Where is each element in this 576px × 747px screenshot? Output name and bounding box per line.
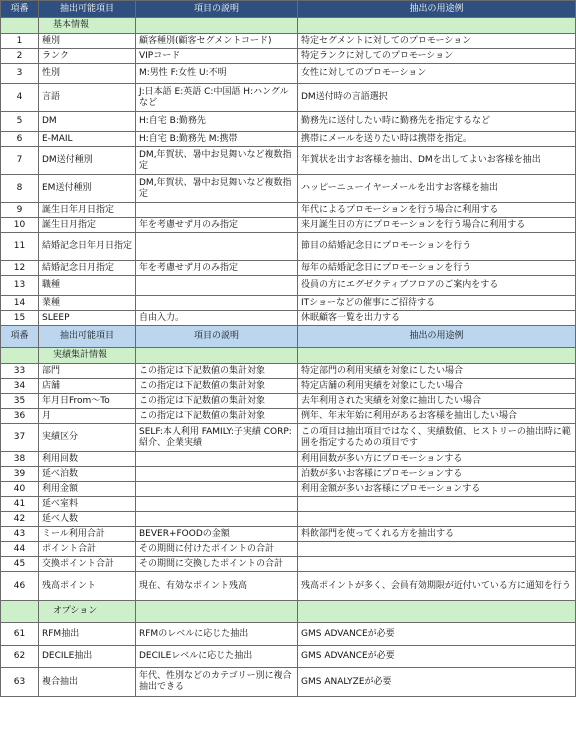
header-item: 抽出可能項目 (39, 1, 136, 18)
table-header-row-repeat (1, 326, 576, 348)
row-use-case: この項目は抽出項目ではなく、実績数値、ヒストリーの抽出時に範囲を指定するための項目です (298, 424, 576, 452)
table-row (1, 84, 576, 112)
row-use-case: GMS ANALYZEが必要 (298, 668, 576, 697)
table-row (1, 668, 576, 697)
row-use-case: 勤務先に送付したい時に勤務先を指定するなど (298, 112, 576, 132)
row-use-case: 特定ランクに対してのプロモーション (298, 49, 576, 64)
row-item: 部門 (39, 364, 136, 379)
row-item: 業種 (39, 296, 136, 311)
row-description: J:日本語 E:英語 C:中国語 H:ハングルなど (136, 84, 298, 112)
row-item: 利用金額 (39, 482, 136, 497)
row-use-case: 年代によるプロモーションを行う場合に利用する (298, 203, 576, 218)
row-number: 43 (1, 527, 39, 542)
row-description: この指定は下記数値の集計対象 (136, 379, 298, 394)
row-description: 年を考慮せず月のみ指定 (136, 218, 298, 233)
table-row (1, 203, 576, 218)
row-use-case: 女性に対してのプロモーション (298, 64, 576, 84)
row-use-case: 利用回数が多い方にプロモーションする (298, 452, 576, 467)
section-title: オプション (39, 601, 136, 623)
row-use-case: 特定セグメントに対してのプロモーション (298, 34, 576, 49)
table-row (1, 49, 576, 64)
row-number: 3 (1, 64, 39, 84)
table-row (1, 646, 576, 668)
table-row (1, 261, 576, 276)
row-number: 13 (1, 276, 39, 296)
row-item: 利用回数 (39, 452, 136, 467)
table-row (1, 452, 576, 467)
table-row (1, 147, 576, 175)
row-use-case: 毎年の結婚記念日にプロモーションを行う (298, 261, 576, 276)
row-description: VIPコード (136, 49, 298, 64)
row-description (136, 452, 298, 467)
table-row (1, 557, 576, 572)
row-number: 33 (1, 364, 39, 379)
header-item: 抽出可能項目 (39, 326, 136, 348)
row-description (136, 203, 298, 218)
row-item: 店舗 (39, 379, 136, 394)
row-number: 62 (1, 646, 39, 668)
row-number: 4 (1, 84, 39, 112)
row-number: 63 (1, 668, 39, 697)
table-row (1, 132, 576, 147)
row-description: H:自宅 B:勤務先 M:携帯 (136, 132, 298, 147)
row-use-case: 役員の方にエグゼクティブフロアのご案内をする (298, 276, 576, 296)
section-title: 基本情報 (39, 18, 136, 34)
row-item: 月 (39, 409, 136, 424)
row-use-case: 休眠顧客一覧を出力する (298, 311, 576, 326)
row-description (136, 467, 298, 482)
row-description: 現在、有効なポイント残高 (136, 572, 298, 601)
row-item: 年月日From～To (39, 394, 136, 409)
row-description: 自由入力。 (136, 311, 298, 326)
row-number: 8 (1, 175, 39, 203)
header-description: 項目の説明 (136, 1, 298, 18)
table-row (1, 482, 576, 497)
row-item: 残高ポイント (39, 572, 136, 601)
row-description: DM,年賀状、暑中お見舞いなど複数指定 (136, 147, 298, 175)
row-number: 40 (1, 482, 39, 497)
row-number: 10 (1, 218, 39, 233)
row-number: 7 (1, 147, 39, 175)
row-number: 6 (1, 132, 39, 147)
row-number: 35 (1, 394, 39, 409)
table-row (1, 112, 576, 132)
row-description: その期間に交換したポイントの合計 (136, 557, 298, 572)
row-use-case (298, 542, 576, 557)
row-number: 36 (1, 409, 39, 424)
row-item: 誕生日年月日指定 (39, 203, 136, 218)
row-number: 61 (1, 623, 39, 646)
row-use-case: 特定店舗の利用実績を対象にしたい場合 (298, 379, 576, 394)
row-item: ミール利用合計 (39, 527, 136, 542)
row-item: 種別 (39, 34, 136, 49)
row-number: 46 (1, 572, 39, 601)
table-row (1, 394, 576, 409)
row-number: 14 (1, 296, 39, 311)
table-row (1, 218, 576, 233)
row-use-case: ハッピーニューイヤーメールを出すお客様を抽出 (298, 175, 576, 203)
row-description (136, 482, 298, 497)
row-item: 性別 (39, 64, 136, 84)
row-item: 実績区分 (39, 424, 136, 452)
row-item: ランク (39, 49, 136, 64)
row-use-case: GMS ADVANCEが必要 (298, 623, 576, 646)
row-description: SELF:本人利用 FAMILY:子実績 CORP:紹介、企業実績 (136, 424, 298, 452)
row-number: 15 (1, 311, 39, 326)
header-number: 項番 (1, 1, 39, 18)
row-description: この指定は下記数値の集計対象 (136, 409, 298, 424)
row-use-case: GMS ADVANCEが必要 (298, 646, 576, 668)
row-description: その期間に付けたポイントの合計 (136, 542, 298, 557)
row-description: 年代、性別などのカテゴリー別に複合抽出できる (136, 668, 298, 697)
row-use-case (298, 497, 576, 512)
row-item: 結婚記念日年月日指定 (39, 233, 136, 261)
row-description: RFMのレベルに応じた抽出 (136, 623, 298, 646)
table-row (1, 623, 576, 646)
row-item: DM送付種別 (39, 147, 136, 175)
row-item: ポイント合計 (39, 542, 136, 557)
row-use-case: 利用金額が多いお客様にプロモーションする (298, 482, 576, 497)
row-use-case: 年賀状を出すお客様を抽出、DMを出してよいお客様を抽出 (298, 147, 576, 175)
row-item: DM (39, 112, 136, 132)
table-row (1, 296, 576, 311)
table-row (1, 409, 576, 424)
section-header-options (1, 601, 576, 623)
row-item: RFM抽出 (39, 623, 136, 646)
row-description: BEVER+FOODの金額 (136, 527, 298, 542)
row-use-case: 残高ポイントが多く、会員有効期限が近付いている方に通知を行う (298, 572, 576, 601)
table-row (1, 34, 576, 49)
table-row (1, 364, 576, 379)
header-number: 項番 (1, 326, 39, 348)
row-item: 言語 (39, 84, 136, 112)
row-use-case: 例年、年末年始に利用があるお客様を抽出したい場合 (298, 409, 576, 424)
row-use-case (298, 557, 576, 572)
row-item: 延べ人数 (39, 512, 136, 527)
table-row (1, 527, 576, 542)
row-description: この指定は下記数値の集計対象 (136, 364, 298, 379)
row-description: H:自宅 B:勤務先 (136, 112, 298, 132)
row-description (136, 296, 298, 311)
row-use-case: 節目の結婚記念日にプロモーションを行う (298, 233, 576, 261)
row-item: EM送付種別 (39, 175, 136, 203)
row-description: この指定は下記数値の集計対象 (136, 394, 298, 409)
row-use-case: 来月誕生日の方にプロモーションを行う場合に利用する (298, 218, 576, 233)
table-row (1, 467, 576, 482)
row-use-case: 料飲部門を使ってくれる方を抽出する (298, 527, 576, 542)
row-number: 1 (1, 34, 39, 49)
table-row (1, 572, 576, 601)
row-item: 交換ポイント合計 (39, 557, 136, 572)
table-row (1, 233, 576, 261)
table-header-row (1, 1, 576, 18)
row-description (136, 276, 298, 296)
row-description (136, 497, 298, 512)
header-use-case: 抽出の用途例 (298, 1, 576, 18)
row-number: 9 (1, 203, 39, 218)
row-use-case: ITショーなどの催事にご招待する (298, 296, 576, 311)
row-description: DM,年賀状、暑中お見舞いなど複数指定 (136, 175, 298, 203)
row-number: 39 (1, 467, 39, 482)
table-row (1, 276, 576, 296)
row-item: 誕生日月指定 (39, 218, 136, 233)
row-number: 34 (1, 379, 39, 394)
section-header-basic (1, 18, 576, 34)
table-row (1, 175, 576, 203)
row-number: 41 (1, 497, 39, 512)
table-row (1, 512, 576, 527)
row-description (136, 233, 298, 261)
row-use-case: 去年利用された実績を対象に抽出したい場合 (298, 394, 576, 409)
row-use-case: DM送付時の言語選択 (298, 84, 576, 112)
table-row (1, 64, 576, 84)
row-item: SLEEP (39, 311, 136, 326)
row-number: 44 (1, 542, 39, 557)
row-item: E-MAIL (39, 132, 136, 147)
row-use-case: 泊数が多いお客様にプロモーションする (298, 467, 576, 482)
row-number: 5 (1, 112, 39, 132)
header-description: 項目の説明 (136, 326, 298, 348)
row-number: 2 (1, 49, 39, 64)
row-item: 結婚記念日月指定 (39, 261, 136, 276)
row-use-case: 特定部門の利用実績を対象にしたい場合 (298, 364, 576, 379)
row-item: DECILE抽出 (39, 646, 136, 668)
header-use-case: 抽出の用途例 (298, 326, 576, 348)
row-description (136, 512, 298, 527)
row-description: 年を考慮せず月のみ指定 (136, 261, 298, 276)
row-description: M:男性 F:女性 U:不明 (136, 64, 298, 84)
row-item: 複合抽出 (39, 668, 136, 697)
row-use-case (298, 512, 576, 527)
row-item: 延べ室料 (39, 497, 136, 512)
row-description: DECILEレベルに応じた抽出 (136, 646, 298, 668)
table-row (1, 542, 576, 557)
table-row (1, 424, 576, 452)
table-row (1, 497, 576, 512)
row-use-case: 携帯にメールを送りたい時は携帯を指定。 (298, 132, 576, 147)
row-number: 45 (1, 557, 39, 572)
row-description: 顧客種別(顧客セグメントコード) (136, 34, 298, 49)
table-row (1, 311, 576, 326)
row-number: 12 (1, 261, 39, 276)
row-number: 42 (1, 512, 39, 527)
row-item: 延べ泊数 (39, 467, 136, 482)
table-row (1, 379, 576, 394)
row-item: 職種 (39, 276, 136, 296)
row-number: 11 (1, 233, 39, 261)
section-header-results (1, 348, 576, 364)
row-number: 38 (1, 452, 39, 467)
section-title: 実績集計情報 (39, 348, 136, 364)
row-number: 37 (1, 424, 39, 452)
